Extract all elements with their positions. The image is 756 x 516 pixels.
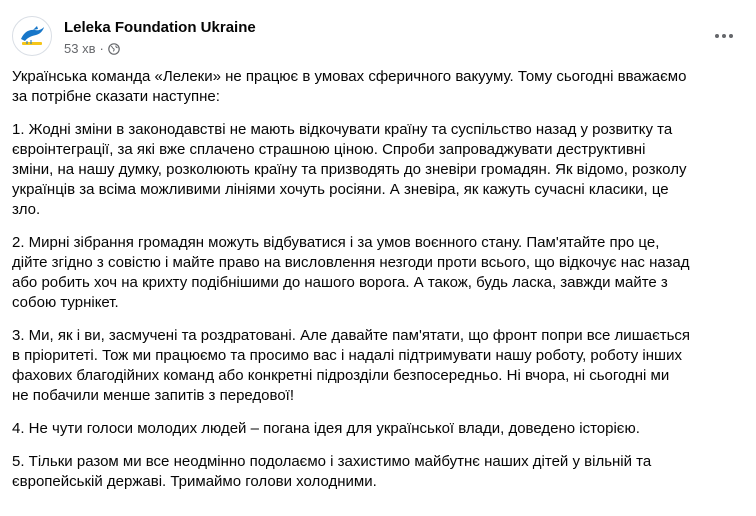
- post-body: [12, 67, 744, 505]
- meta-separator: ·: [99, 41, 104, 56]
- post-paragraph-5: 5. Тільки разом ми все неодмінно подолаємо і захистимо майбутнє наших дітей у вільній та європейській державі. Тримаймо голови холодними.: [12, 453, 652, 490]
- more-options-button[interactable]: [708, 20, 740, 52]
- post-paragraph-intro: Українська команда «Лелеки» не працює в умовах сферичного вакууму. Тому сьогодні вважаємо за потрібне сказати наступне:: [12, 68, 687, 105]
- post-paragraph-1: 1. Жодні зміни в законодавстві не мають відкочувати країну та суспільство назад у розвитку та євроінтеграції, за які вже сплачено страшною ціною. Спроби запроваджувати деструктивні зміни, на нашу думку, розколюють країну та призводять до зневіри громадян. Як відомо, розколу українців за всіма можливими лініями хочуть росіяни. А зневіра, як кажуть сучасні класики, це зло.: [12, 121, 687, 218]
- page-avatar[interactable]: [12, 16, 52, 56]
- more-dots-icon: [714, 33, 734, 39]
- post-timestamp[interactable]: 53 хв: [64, 41, 96, 56]
- post-header: [12, 16, 740, 56]
- page-name-link[interactable]: Leleka Foundation Ukraine: [64, 19, 256, 36]
- post-paragraph-4: 4. Не чути голоси молодих людей – погана ідея для української влади, доведено історією.: [12, 420, 640, 437]
- leleka-logo-icon: [13, 17, 51, 55]
- post-paragraph-3: 3. Ми, як і ви, засмучені та роздратовані. Але давайте пам'ятати, що фронт попри все лишається в пріоритеті. Тож ми працюємо та просимо вас і надалі підтримувати нашу роботу, роботу інших фахових благодійних команд або конкретні підрозділи безпосередньо. Ні вчора, ні сьогодні ми не побачили менше запитів з передової!: [12, 327, 691, 404]
- post-paragraph-2: 2. Мирні зібрання громадян можуть відбуватися і за умов воєнного стану. Пам'ятайте про це, дійте згідно з совістю і майте право на висловлення незгоди проти всього, що відкочує нас назад або робить хоч на крихту подібнішими до нашого ворога. А також, будь ласка, завжди майте з собою турнікет.: [12, 234, 690, 311]
- post-meta: [64, 41, 120, 56]
- globe-icon[interactable]: [108, 43, 120, 55]
